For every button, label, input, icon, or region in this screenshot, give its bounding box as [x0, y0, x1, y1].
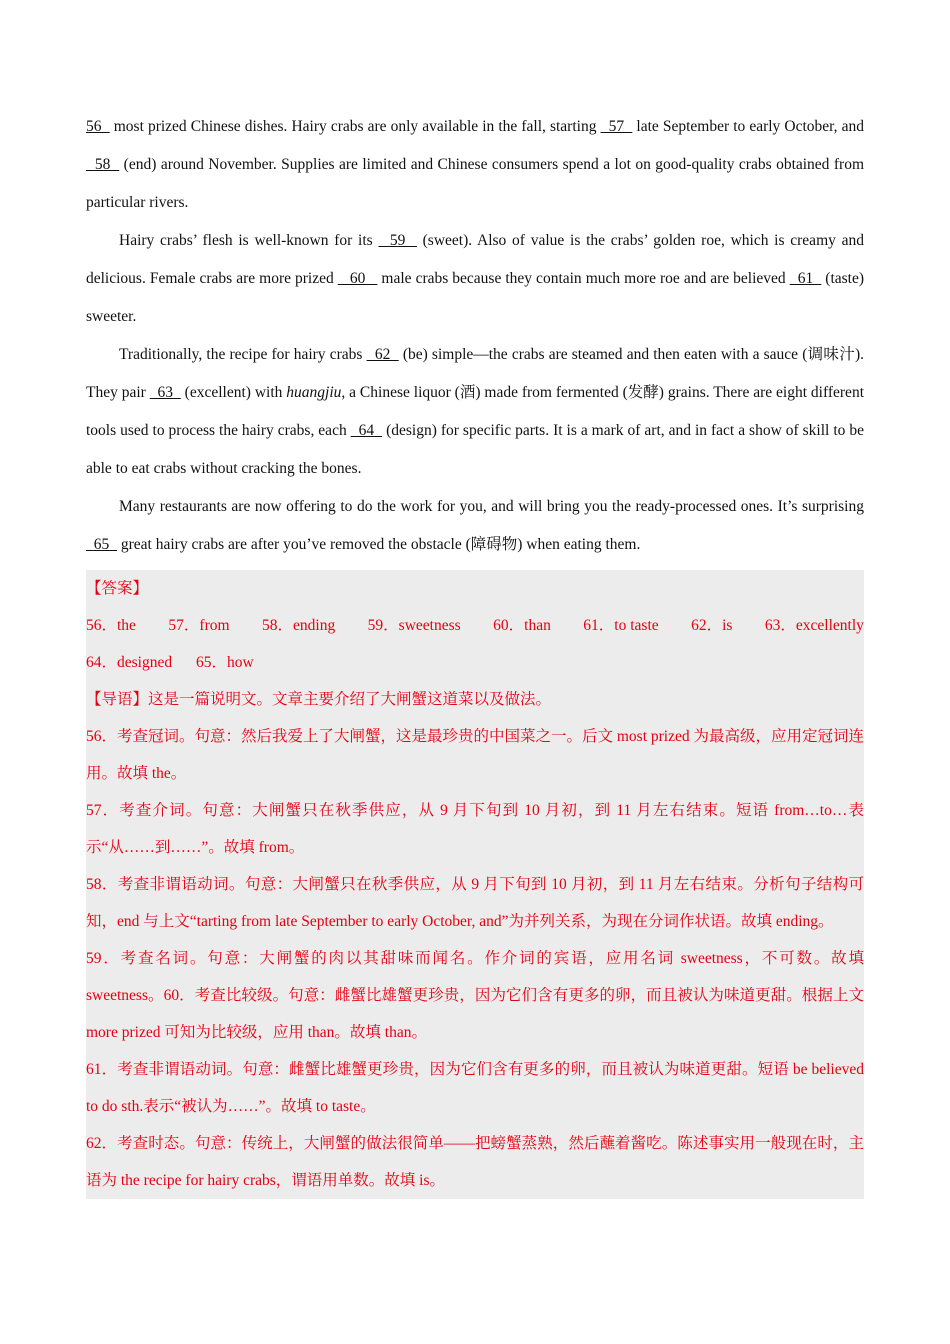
- answer-61: 61．to taste: [583, 617, 659, 634]
- answer-blank: 63: [149, 384, 181, 401]
- passage-paragraph-4: Many restaurants are now offering to do the work for you, and will bring you the ready-processed ones. It’s surprising 65 great hairy crabs are after you’ve removed the obstacle (障碍物) when eating them.: [86, 498, 864, 553]
- answer-section: [86, 570, 864, 1199]
- answer-59: 59．sweetness: [367, 617, 461, 634]
- answer-blank: 60: [337, 270, 378, 287]
- explanation-62: 62．考查时态。句意：传统上，大闸蟹的做法很简单——把螃蟹蒸熟，然后蘸着酱吃。陈述事实用一般现在时，主语为 the recipe for hairy crabs，谓语用单数。故填 is。: [86, 1135, 864, 1189]
- guide-text: 【导语】这是一篇说明文。文章主要介绍了大闸蟹这道菜以及做法。: [86, 691, 552, 708]
- answer-blank: 57: [600, 118, 633, 135]
- passage-paragraph-1: 56 most prized Chinese dishes. Hairy crabs are only available in the fall, starting 57 late September to early October, and 58 (end) around November. Supplies are limited and Chinese consumers spend a lot on good-quality crabs obtained from particular rivers.: [86, 118, 865, 211]
- answer-58: 58．ending: [262, 617, 336, 634]
- answer-56: 56．the: [86, 617, 136, 634]
- answer-blank: 65: [86, 536, 117, 553]
- explanation-57: 57．考查介词。句意：大闸蟹只在秋季供应，从 9 月下旬到 10 月初，到 11 月左右结束。短语 from…to…表示“从……到……”。故填 from。: [86, 802, 864, 856]
- explanation-56: 56．考查冠词。句意：然后我爱上了大闸蟹，这是最珍贵的中国菜之一。后文 most prized 为最高级，应用定冠词连用。故填 the。: [86, 728, 865, 782]
- answer-row-2: [86, 644, 864, 681]
- answer-65: 65．how: [195, 654, 254, 671]
- explanation-58: 58．考查非谓语动词。句意：大闸蟹只在秋季供应，从 9 月下旬到 10 月初，到 11 月左右结束。分析句子结构可知，end 与上文“tarting from late September to early October, and”为并列关系，为现在分词作状语。故填 ending。: [86, 876, 864, 930]
- answer-62: 62．is: [691, 617, 733, 634]
- answer-row-1: [86, 607, 864, 644]
- answer-blank: 59: [378, 232, 417, 249]
- answer-blank: 58: [86, 156, 120, 173]
- answer-blank: 61: [789, 270, 822, 287]
- answer-60: 60．than: [493, 617, 551, 634]
- explanation-61: 61．考查非谓语动词。句意：雌蟹比雄蟹更珍贵，因为它们含有更多的卵，而且被认为味道更甜。短语 be believed to do sth.表示“被认为……”。故填 to taste。: [86, 1061, 864, 1115]
- answer-blank: 62: [366, 346, 399, 363]
- passage-paragraph-3: Traditionally, the recipe for hairy crabs 62 (be) simple—the crabs are steamed and then eaten with a sauce (调味汁). They pair 63 (excellent) with huangjiu, a Chinese liquor (酒) made from fermented (发酵) grains. There are eight different tools used to process the hairy crabs, each 64 (design) for specific parts. It is a mark of art, and in fact a show of skill to be able to eat crabs without cracking the bones.: [86, 346, 865, 477]
- answer-57: 57．from: [168, 617, 230, 634]
- passage-paragraph-2: Hairy crabs’ flesh is well-known for its 59 (sweet). Also of value is the crabs’ golden roe, which is creamy and delicious. Female crabs are more prized 60 male crabs because they contain much more roe and are believed 61 (taste) sweeter.: [86, 232, 865, 325]
- answer-64: 64．designed: [86, 654, 173, 671]
- answer-header: 【答案】: [86, 580, 149, 597]
- answer-blank: 64: [350, 422, 383, 439]
- explanation-59-60: 59．考查名词。句意：大闸蟹的肉以其甜味而闻名。作介词的宾语，应用名词 sweetness，不可数。故填 sweetness。60．考查比较级。句意：雌蟹比雄蟹更珍贵，因为它们含有更多的卵，而且被认为味道更甜。根据上文 more prized 可知为比较级，应用 than。故填 than。: [86, 950, 864, 1041]
- italic-term: huangjiu: [286, 384, 342, 401]
- answer-blank: 56: [86, 118, 110, 135]
- document-page: [86, 108, 864, 1199]
- answer-63: 63．excellently: [764, 617, 864, 634]
